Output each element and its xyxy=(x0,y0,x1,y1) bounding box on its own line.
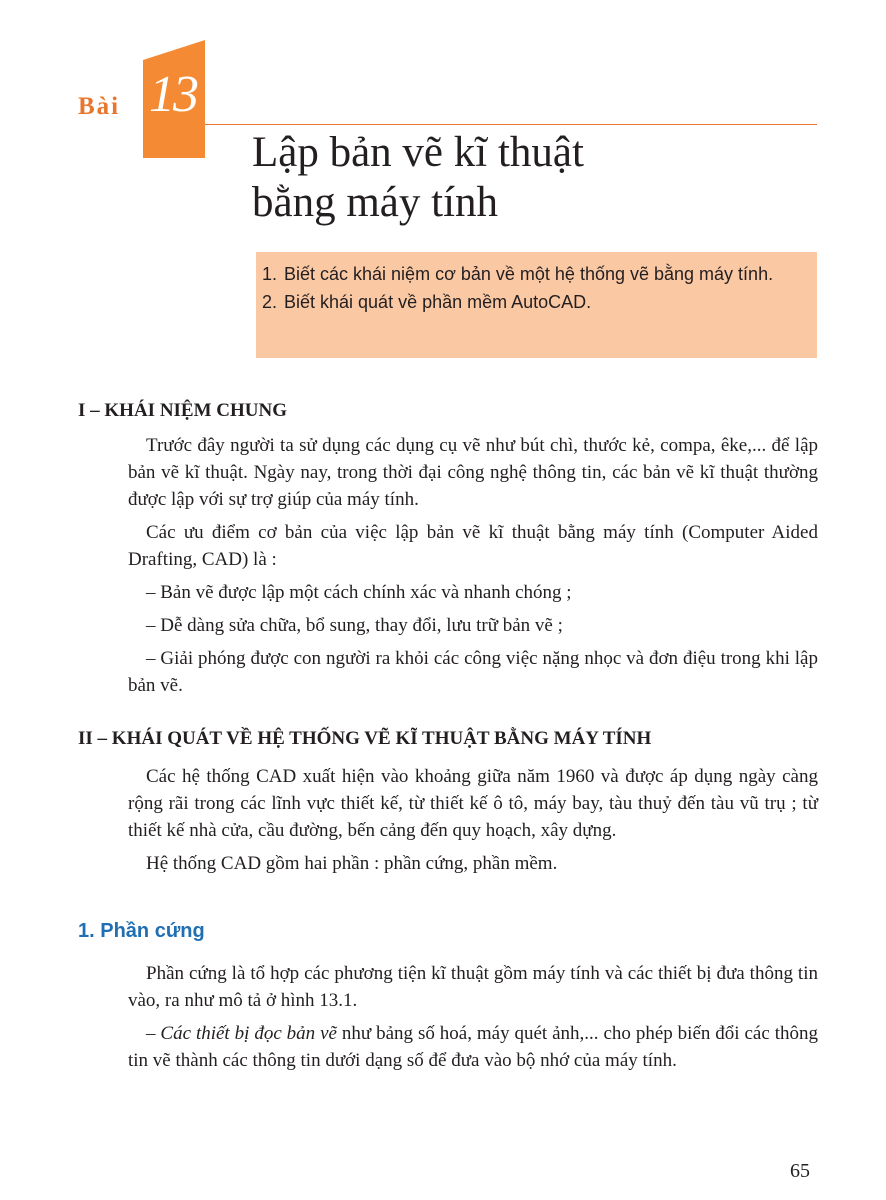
section-heading-cad-overview: II – KHÁI QUÁT VỀ HỆ THỐNG VẼ KĨ THUẬT BẰNG MÁY TÍNH xyxy=(78,728,652,749)
paragraph: Các hệ thống CAD xuất hiện vào khoảng giữa năm 1960 và được áp dụng ngày càng rộng rãi trong các lĩnh vực thiết kế, từ thiết kế ô tô, máy bay, tàu thuỷ đến tàu vũ trụ ; từ thiết kế nhà cửa, cầu đường, bến cảng đến quy hoạch, xây dựng. xyxy=(128,766,818,841)
lesson-title xyxy=(252,128,812,228)
paragraph: Trước đây người ta sử dụng các dụng cụ vẽ như bút chì, thước kẻ, compa, êke,... để lập bản vẽ kĩ thuật. Ngày nay, trong thời đại công nghệ thông tin, các bản vẽ kĩ thuật thường được lập với sự trợ giúp của máy tính. xyxy=(128,435,818,510)
paragraph: Hệ thống CAD gồm hai phần : phần cứng, phần mềm. xyxy=(146,853,558,874)
lesson-title-line1: Lập bản vẽ kĩ thuật xyxy=(252,129,584,176)
paragraph: Các ưu điểm cơ bản của việc lập bản vẽ kĩ thuật bằng máy tính (Computer Aided Drafting, CAD) là : xyxy=(128,522,818,570)
bullet-item: – Giải phóng được con người ra khỏi các công việc nặng nhọc và đơn điệu trong khi lập bản vẽ. xyxy=(128,648,818,696)
objective-item xyxy=(262,289,811,315)
paragraph xyxy=(128,1020,818,1074)
section2-body xyxy=(128,763,818,877)
subsection1-body xyxy=(128,960,818,1074)
lesson-title-line2: bằng máy tính xyxy=(252,179,499,226)
objectives-box xyxy=(256,252,817,358)
objective-number: 1. xyxy=(262,264,278,284)
lesson-number: 13 xyxy=(149,66,197,123)
section1-body xyxy=(128,432,818,699)
section-heading-general-concepts: I – KHÁI NIỆM CHUNG xyxy=(78,400,288,421)
bullet-item: – Bản vẽ được lập một cách chính xác và nhanh chóng ; xyxy=(146,582,572,603)
paragraph: Phần cứng là tổ hợp các phương tiện kĩ thuật gồm máy tính và các thiết bị đưa thông tin vào, ra như mô tả ở hình 13.1. xyxy=(128,963,818,1011)
paragraph-rest: như bảng số hoá, máy quét ảnh,... cho phép biến đổi các thông tin vẽ thành các thông tin dưới dạng số để đưa vào bộ nhớ của máy tính. xyxy=(128,1023,818,1071)
objective-number: 2. xyxy=(262,292,278,312)
title-divider xyxy=(205,124,817,125)
lesson-badge-corner xyxy=(143,40,205,60)
lesson-label: Bài xyxy=(78,93,121,120)
italic-term: Các thiết bị đọc bản vẽ xyxy=(160,1023,337,1044)
subsection-heading-hardware: 1. Phần cứng xyxy=(78,920,205,942)
objective-text: Biết các khái niệm cơ bản về một hệ thống vẽ bằng máy tính. xyxy=(284,264,774,284)
page-number: 65 xyxy=(790,1160,810,1182)
objective-text: Biết khái quát về phần mềm AutoCAD. xyxy=(284,292,592,312)
bullet-item: – Dễ dàng sửa chữa, bổ sung, thay đổi, lưu trữ bản vẽ ; xyxy=(146,615,563,636)
objective-item xyxy=(262,261,811,287)
dash: – xyxy=(146,1023,161,1044)
